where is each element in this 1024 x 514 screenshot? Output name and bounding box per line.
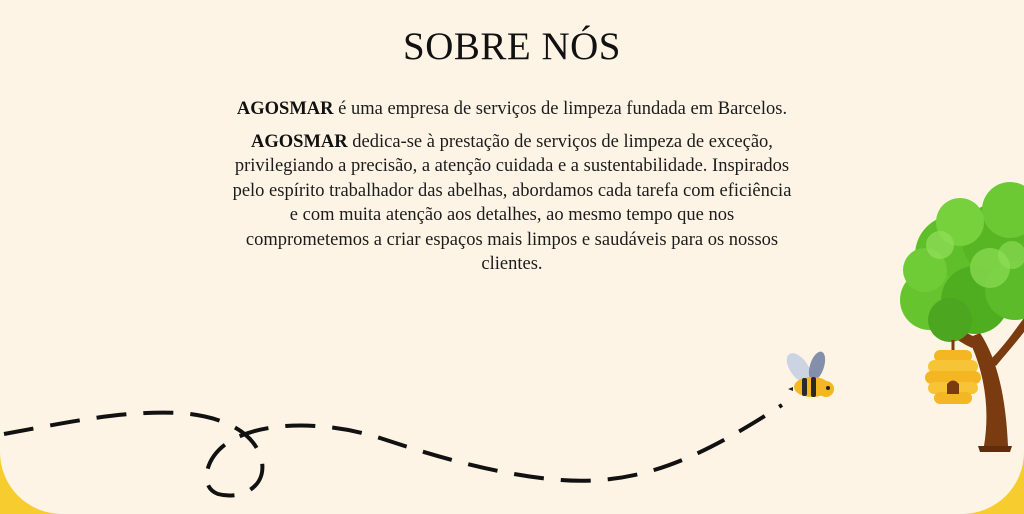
tree-illustration (900, 182, 1024, 452)
bee-icon (782, 349, 834, 397)
brand-name: AGOSMAR (236, 99, 334, 119)
paragraph-2-text: dedica-se à prestação de serviços de limpeza de exceção, privilegiando a precisão, a atenção cuidada e a sustentabilidade. Inspirados pelo espírito trabalhador das abelhas, abordamos cada tarefa com eficiência e com muita atenção aos detalhes, ao mesmo tempo que nos comprometemos a criar espaços mais limpos e saudáveis para os nossos clientes. (232, 131, 792, 274)
dashed-flight-path (4, 405, 782, 496)
brand-name: AGOSMAR (251, 131, 348, 152)
paragraph-1-text: é uma empresa de serviços de limpeza fundada em Barcelos. (333, 99, 788, 119)
beehive-icon (925, 340, 981, 404)
page-title: SOBRE NÓS (403, 25, 621, 68)
